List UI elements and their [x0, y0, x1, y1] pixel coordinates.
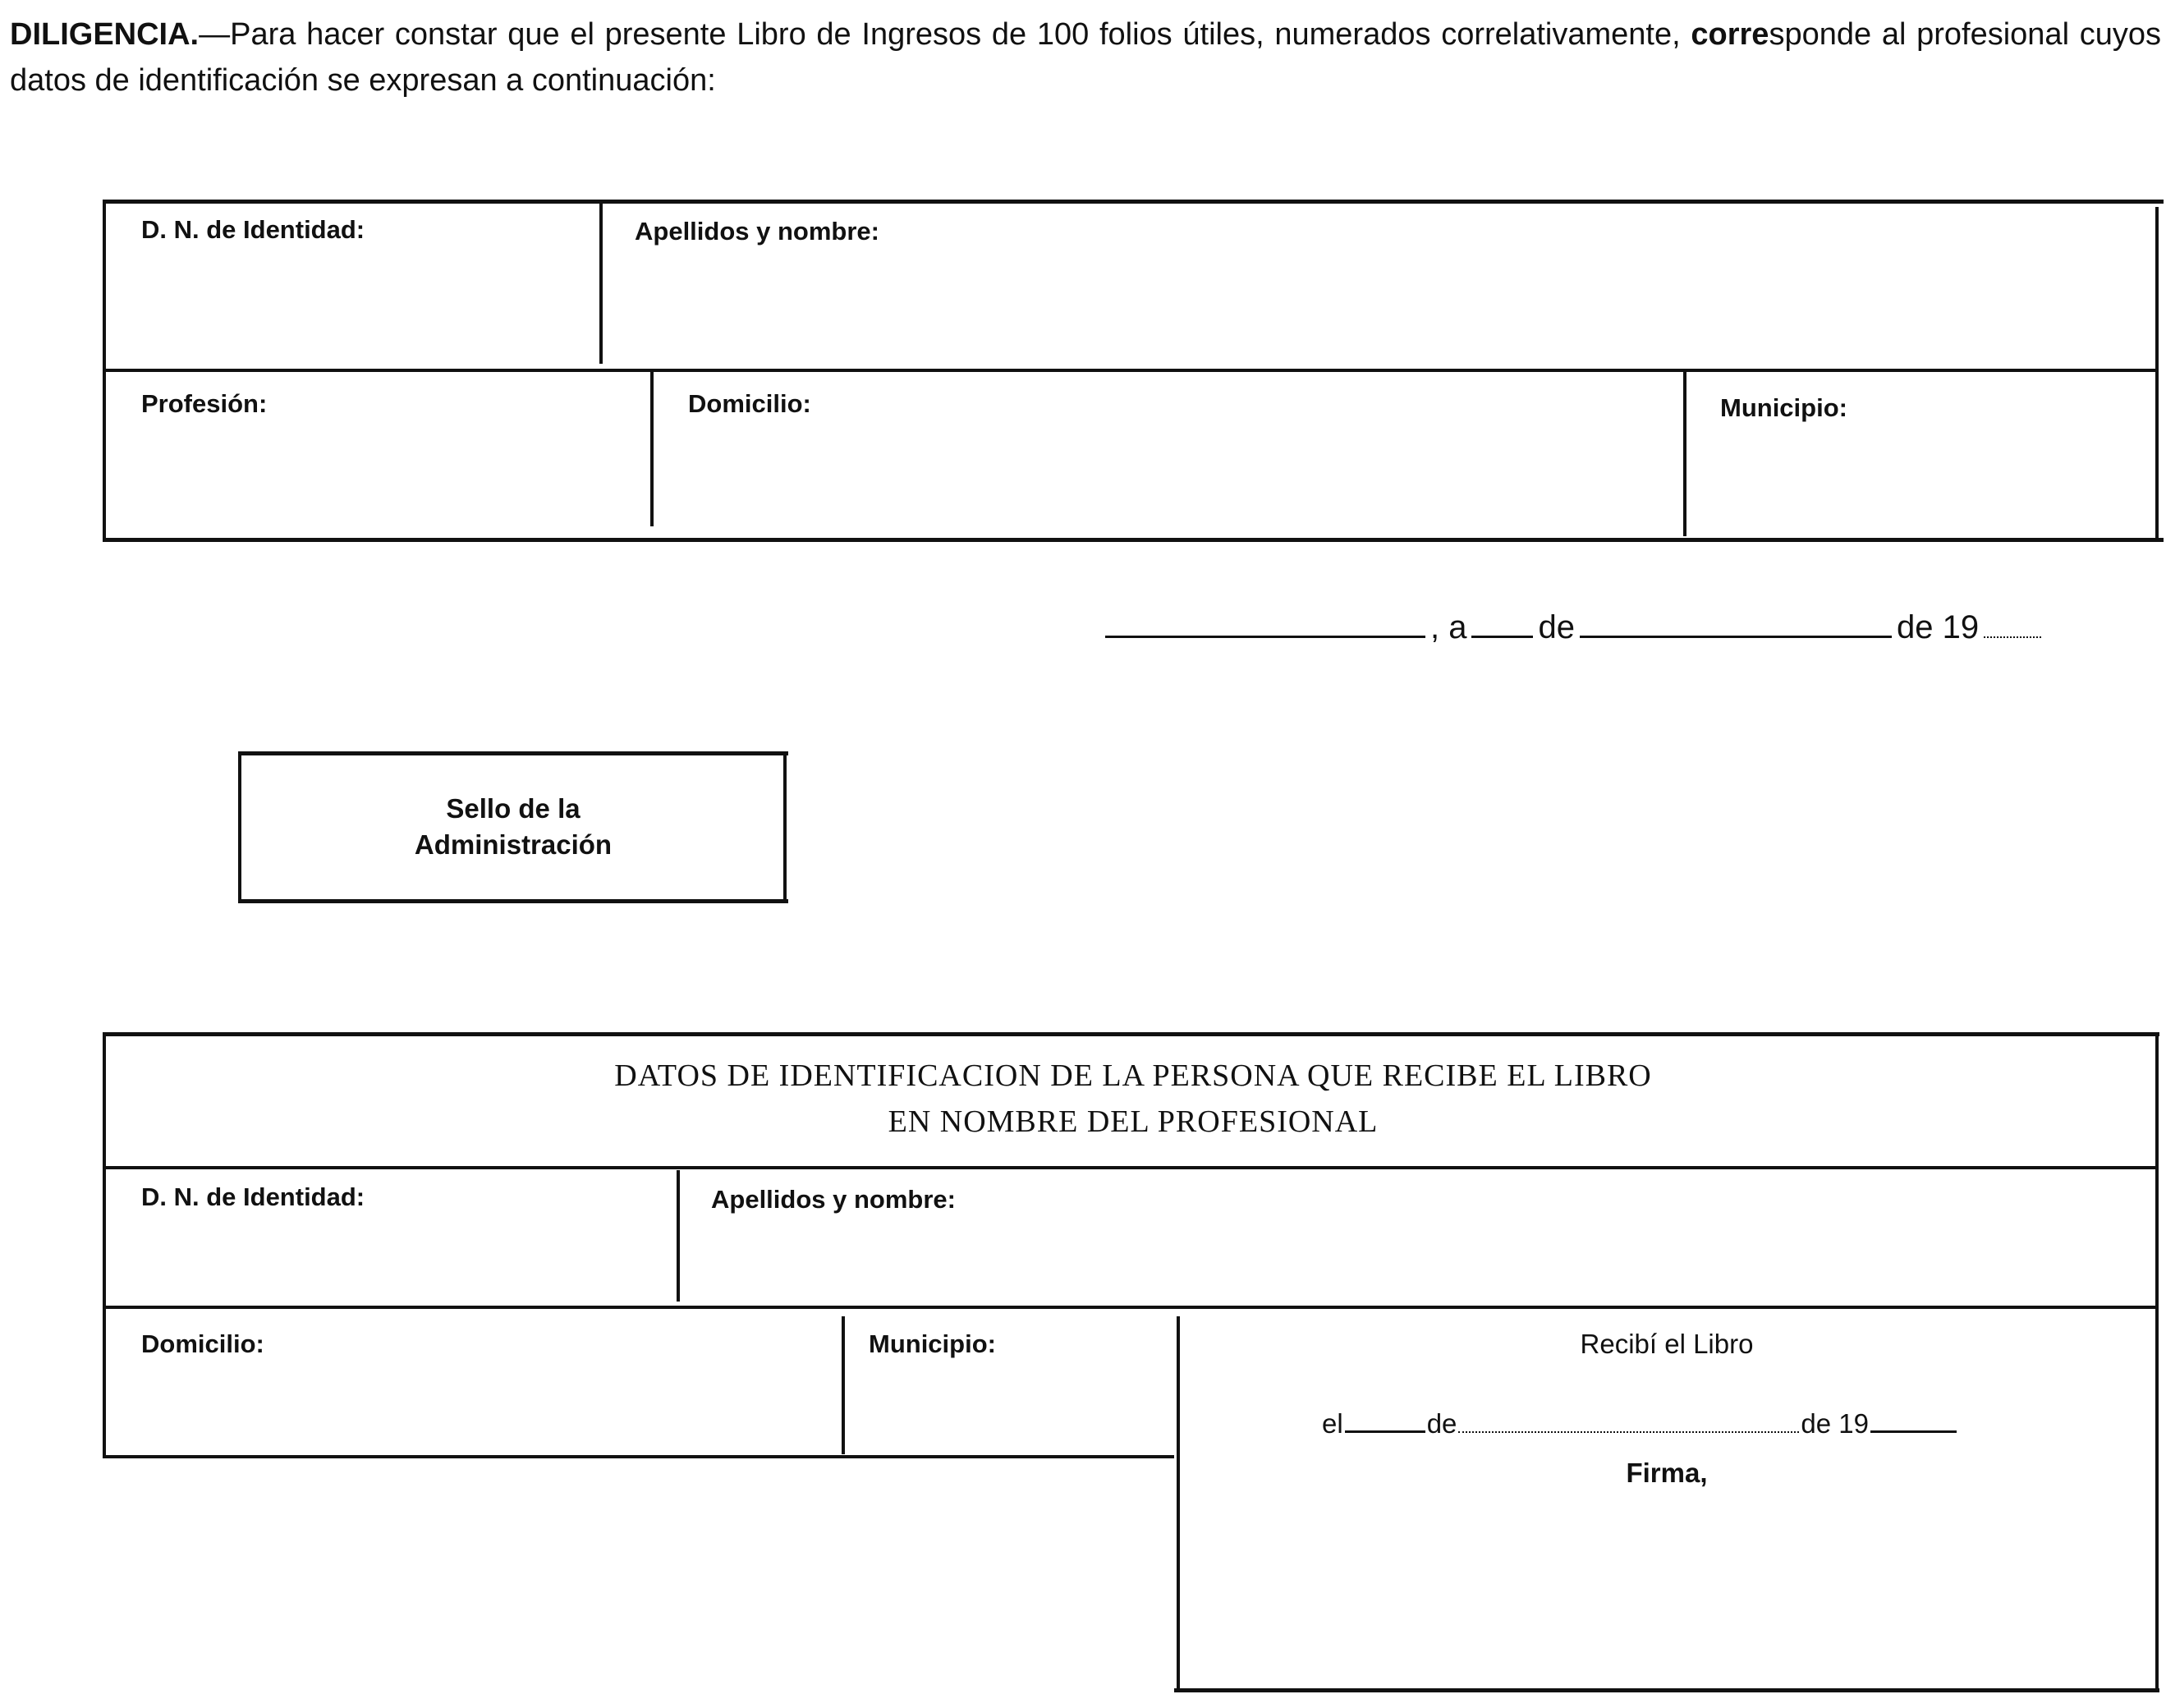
seal-top-border [238, 751, 788, 755]
recipient-heading-line-2: EN NOMBRE DEL PROFESIONAL [888, 1104, 1379, 1139]
name-field[interactable]: Apellidos y nombre: [635, 217, 879, 246]
form2-divider-address [842, 1316, 845, 1454]
seal-label [238, 791, 788, 863]
date-line [1100, 609, 2046, 646]
form1-bottom-border [103, 538, 2164, 542]
intro-lead-2: corre [1691, 17, 1769, 52]
received-day-blank[interactable] [1345, 1430, 1425, 1433]
recipient-heading-line-1: DATOS DE IDENTIFICACION DE LA PERSONA QUE RECIBE EL LIBRO [614, 1058, 1652, 1093]
form1-left-border [103, 200, 106, 540]
form1-divider-address [1683, 372, 1686, 536]
recipient-heading [107, 1053, 2159, 1145]
intro-text-1: —Para hacer constar que el presente Libro de Ingresos de 100 folios útiles, numerados correlativamente, [199, 17, 1691, 52]
seal-box [238, 751, 788, 903]
form1-top-border [103, 200, 2164, 204]
intro-lead: DILIGENCIA. [10, 17, 200, 52]
received-el: el [1322, 1408, 1343, 1439]
received-month-blank[interactable] [1458, 1431, 1799, 1433]
form2-top-border [103, 1032, 2159, 1036]
date-sep-de-1: de [1538, 609, 1575, 645]
date-sep-de-2: de 19 [1896, 609, 1980, 645]
signature-label: Firma, [1626, 1458, 1708, 1488]
date-sep-a: , a [1430, 609, 1467, 645]
received-year-blank[interactable] [1870, 1430, 1957, 1433]
date-year-blank[interactable] [1984, 636, 2041, 638]
form1-middle-border [103, 369, 2155, 372]
form1-right-border [2155, 207, 2159, 540]
received-de19: de 19 [1801, 1408, 1869, 1439]
form2-divider-dni [677, 1170, 680, 1302]
form2-middle-border [103, 1306, 2155, 1309]
seal-label-line-1: Sello de la [446, 793, 581, 824]
form2-divider-received [1177, 1316, 1180, 1690]
intro-text-2: sponde al profesional cuyos datos de identificación se expresan a continuación: [10, 17, 2161, 98]
form2-heading-border [103, 1166, 2155, 1169]
recipient-dni-field[interactable]: D. N. de Identidad: [141, 1182, 365, 1211]
form1-divider-profession [650, 372, 654, 526]
form2-lower-left-border [103, 1455, 1174, 1458]
form1-divider-dni [599, 204, 603, 364]
recipient-address-field[interactable]: Domicilio: [141, 1329, 264, 1358]
seal-bottom-border [238, 899, 788, 903]
recipient-name-field[interactable]: Apellidos y nombre: [711, 1185, 956, 1214]
date-place-blank[interactable] [1105, 636, 1425, 638]
signature-area[interactable] [1199, 1503, 2135, 1675]
intro-paragraph [10, 11, 2161, 103]
form2-bottom-right-border [1174, 1688, 2159, 1692]
received-date-line [1322, 1408, 1958, 1439]
recipient-municipality-field[interactable]: Municipio: [869, 1329, 996, 1358]
date-day-blank[interactable] [1471, 636, 1533, 638]
profession-field[interactable]: Profesión: [141, 389, 268, 418]
form2-left-border [103, 1032, 106, 1458]
received-de: de [1426, 1408, 1457, 1439]
dni-field[interactable]: D. N. de Identidad: [141, 215, 365, 244]
address-field[interactable]: Domicilio: [688, 389, 811, 418]
received-label: Recibí el Libro [1580, 1329, 1754, 1359]
date-month-blank[interactable] [1580, 636, 1892, 638]
seal-label-line-2: Administración [414, 829, 613, 860]
municipality-field[interactable]: Municipio: [1720, 393, 1847, 422]
